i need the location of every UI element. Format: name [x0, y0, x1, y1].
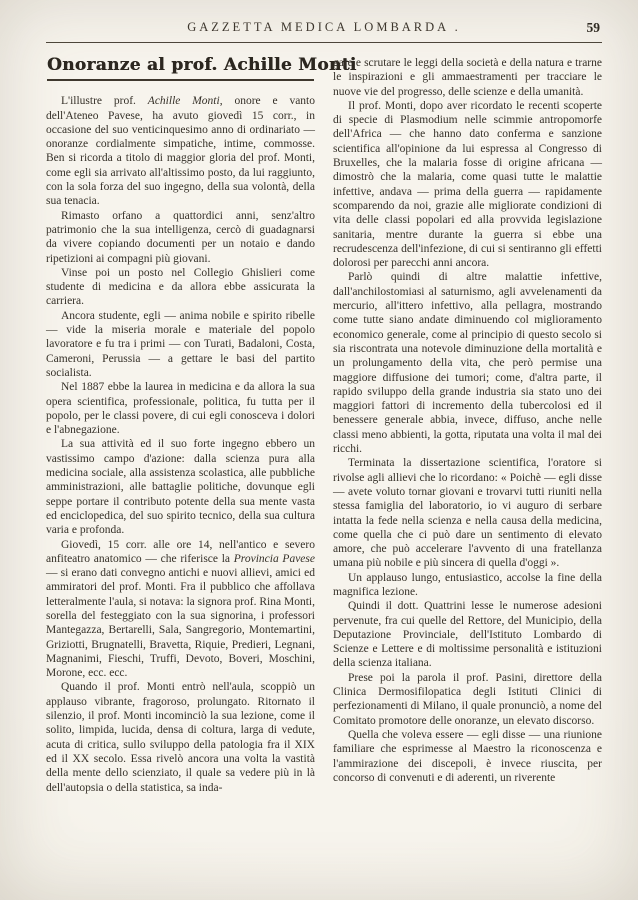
paragraph: La sua attività ed il suo forte ingegno ebbero un vastissimo campo d'azione: dalla scienza pura alla medicina sociale, alla assistenza scolastica, alle pubbliche amministrazioni, alle battaglie politiche, dovunque egli seppe portare il contributo potente della sua mente vasta ed enciclopedica, del suo spirito tecnico, della sua cultura varia e profonda.: [46, 438, 315, 537]
text-run: L'illustre prof.: [61, 95, 148, 108]
paragraph: Prese poi la parola il prof. Pasini, direttore della Clinica Dermosifilopatica degli Istituti Clinici di perfezionamenti di Milano, il quale pronunciò, a nome del Comitato promotore delle onoranze, un elevato discorso.: [333, 671, 602, 727]
paragraph: [46, 538, 315, 681]
paragraph: Quindi il dott. Quattrini lesse le numerose adesioni pervenute, fra cui quelle del Rettore, del Municipio, della Deputazione Provinciale, dell'Istituto Lombardo di Scienze e Lettere e di moltissime personalità e istituzioni della scienza italiana.: [333, 600, 602, 670]
journal-title: GAZZETTA MEDICA LOMBARDA .: [187, 20, 461, 34]
paragraph: Rimasto orfano a quattordici anni, senz'altro patrimonio che la sua intelligenza, cercò di guadagnarsi da vivere copiando documenti per un notaio e dando ripetizioni ai compagni più giovani.: [46, 209, 315, 265]
italic-run: Achille Monti: [147, 95, 220, 108]
paragraph: Nel 1887 ebbe la laurea in medicina e da allora la sua opera scientifica, professionale, politica, fu tutta per il popolo, per le classi povere, di cui egli conosceva i dolori e l'abnegazione.: [46, 381, 315, 437]
paragraph: Quando il prof. Monti entrò nell'aula, scoppiò un applauso vibrante, fragoroso, prolungato. Ritornato il silenzio, il prof. Monti incominciò la sua lezione, come il solito, limpida, lucida, densa di coltura, larga di vedute, acuta di critica, sullo sviluppo della patologia fra il XIX ed il XX secolo. Essa rivelò ancora una volta la vastità della mente dello scienziato, il quale sa vedere più in là dell'autopsia o della statistica, sa inda-: [46, 681, 315, 794]
paragraph: Terminata la dissertazione scientifica, l'oratore si rivolse agli allievi che lo ricordano: « Poichè — egli disse — avete voluto tornar giovani e trovarvi tutti riuniti nella stessa famiglia del laboratorio, io vi auguro di serbare intatta la fede nella scienza e nella causa della medicina, come quella che ci può dare un sentimento di elevato amore, che può accelerare l'avvento di una fratellanza umana più nobile e più sincera di quella d'oggi ».: [333, 457, 602, 570]
text-run: , onore e vanto dell'Ateneo Pavese, ha avuto giovedì 15 corr., in occasione del suo venticinquesimo anno di ordinariato — onoranze cordialmente simpatiche, intime, commosse. Ben si ricorda a titolo di maggior gloria del prof. Monti, come egli sia arrivato all'altissimo posto, da lui raggiunto, con la sola forza del suo ingegno, della sua volontà, della sua tenacia.: [46, 95, 315, 208]
right-column: [333, 56, 602, 795]
paragraph: Un applauso lungo, entusiastico, accolse la fine della magnifica lezione.: [333, 571, 602, 598]
paragraph: gare e scrutare le leggi della società e della natura e trarne le inspirazioni e gli ammaestramenti per tracciare le nuove vie del progresso, delle scienze e della umanità.: [333, 57, 602, 98]
page-number: 59: [586, 20, 600, 35]
paragraph: Quella che voleva essere — egli disse — una riunione familiare che esprimesse al Maestro la riconoscenza e l'ammirazione dei discepoli, è invece riuscita, per concorso di convenuti e di aderenti, un riverente: [333, 728, 602, 784]
text-run: — si erano dati convegno antichi e nuovi allievi, amici ed ammiratori del prof. Monti. Fra il pubblico che affollava letteralmente l'aula, si notava: la signora prof. Rina Monti, sorella del festeggiato con la sua signorina, i professori Mantegazza, Bertarelli, Sala, Sangregorio, Montemartini, Griziotti, Brugnatelli, Bravetta, Riquie, Predieri, Legnani, Magnanimi, Fieschi, Truffi, Devoto, Boveri, Moschini, Morone, ecc. ecc.: [46, 567, 315, 680]
article-title: Onoranze al prof. Achille Monti: [47, 56, 314, 81]
paragraph: Il prof. Monti, dopo aver ricordato le recenti scoperte di specie di Plasmodium nelle scimmie antropomorfe dell'Africa — che hanno dato conferma e sanzione scientifica all'opinione da lui espressa al Congresso di Bruxelles, che la malaria fosse di origine africana — dimostrò che la malaria, come quasi tutte le malattie infettive, andava — prima della guerra — rapidamente scomparendo da noi, grazie alle migliorate condizioni di vita delle classi popolari ed alla provvida legislazione sanitaria, mentre durante la guerra si ebbe una recrudescenza dell'infezione, di cui si sentiranno gli effetti dolorosi per parecchi anni ancora.: [333, 99, 602, 270]
page-header: [46, 20, 602, 38]
paragraph: Parlò quindi di altre malattie infettive, dall'anchilostomiasi al saturnismo, agli avvelenamenti da mercurio, all'ittero infettivo, alla pellagra, mostrando come tutte siano andate diminuendo col miglioramento economico generale, come al principio di questo secolo si sia riscontrata una notevole diminuzione della mortalità e un prolungamento della vita, che però permise una maggiore diffusione dei tumori; come, d'altra parte, il rapido sviluppo della grande industria sia stato uno dei maggiori fattori di incremento della tubercolosi ed il benessere generale abbia, invece, diffuso, anche nelle classi meno abbienti, la gotta, riputata una volta il mal dei ricchi.: [333, 271, 602, 456]
paragraph: Ancora studente, egli — anima nobile e spirito ribelle — vide la miseria morale e materiale del popolo lavoratore e fu tra i primi — con Turati, Badaloni, Costa, Cameroni, Perussia — a gettare le basi del partito socialista.: [46, 309, 315, 379]
paragraph: Vinse poi un posto nel Collegio Ghislieri come studente di medicina e da allora ebbe assicurata la carriera.: [46, 266, 315, 308]
header-rule: [46, 42, 602, 43]
italic-run: Provincia Pavese: [233, 552, 315, 565]
left-column: [46, 55, 357, 795]
article-body: [46, 56, 602, 795]
paragraph: [46, 94, 315, 208]
text-run: Giovedì, 15 corr. alle ore 14, nell'antico e severo anfiteatro anatomico — che riferisce la: [46, 538, 315, 565]
